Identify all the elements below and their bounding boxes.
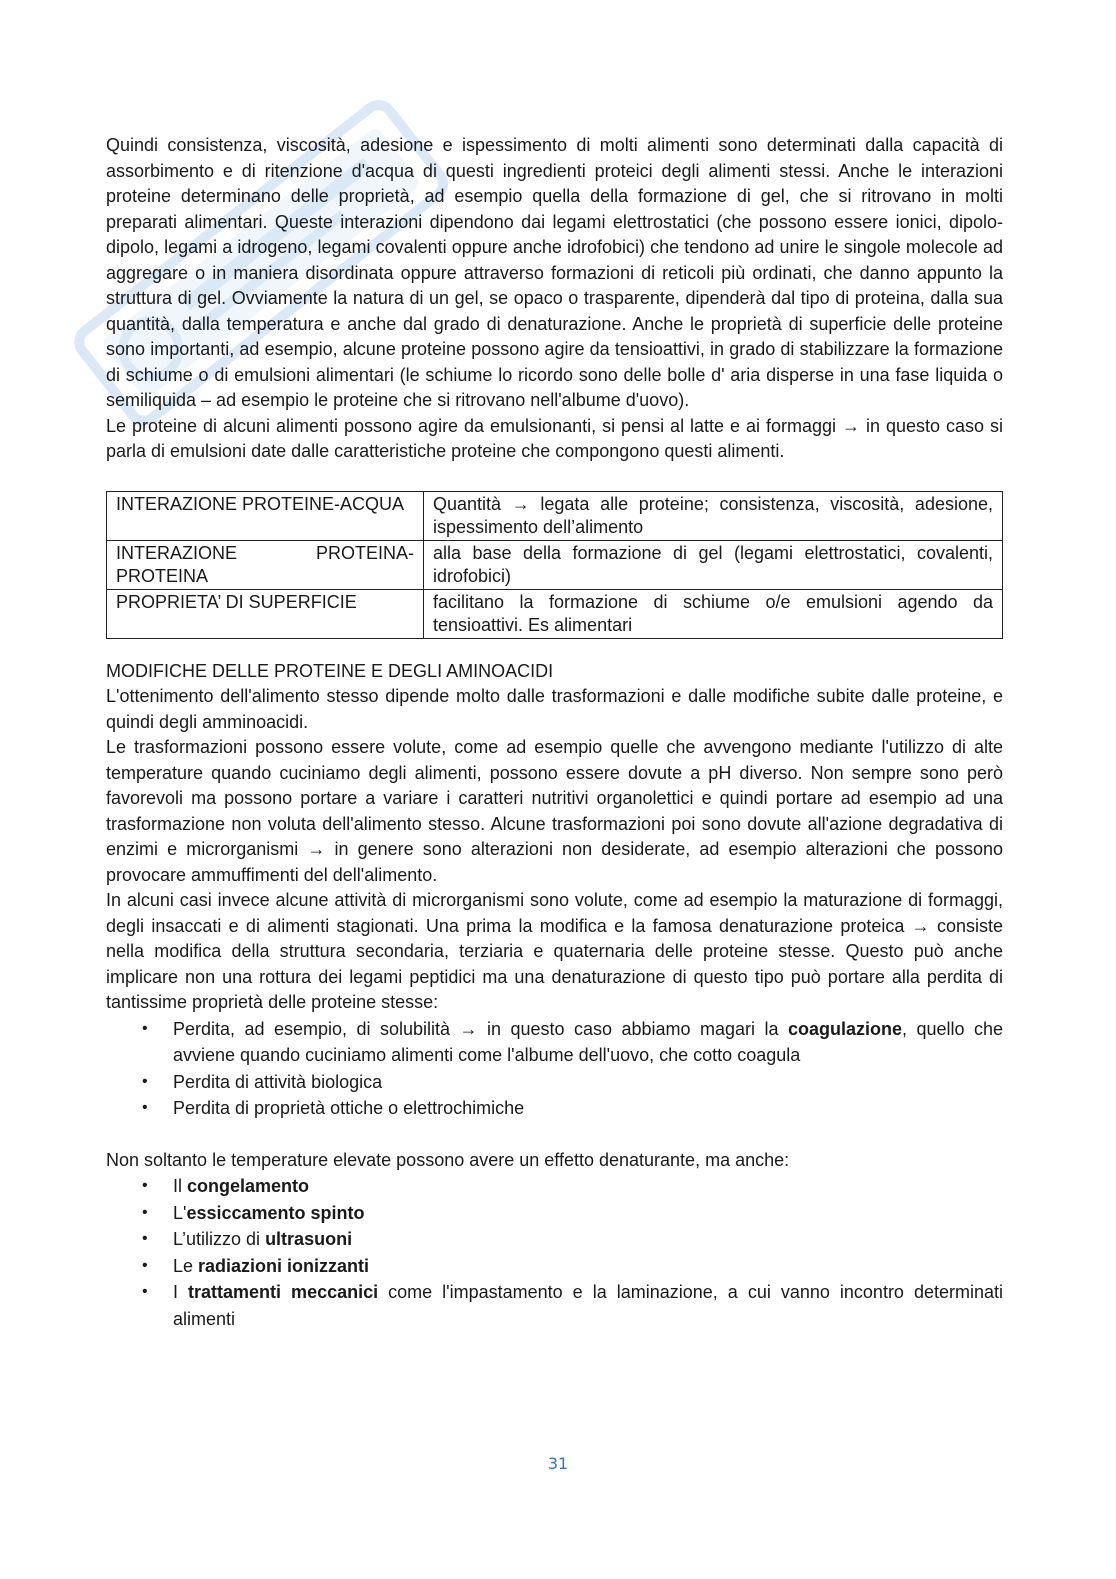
paragraph-temperature: Non soltanto le temperature elevate possono avere un effetto denaturante, ma anche: bbox=[106, 1149, 790, 1170]
bullet-icon: • bbox=[142, 1072, 148, 1090]
paragraph-microrganismi: In alcuni casi invece alcune attività di microrganismi sono volute, come ad esempio la maturazione di formaggi, degli insaccati e di alimenti stagionati. Una prima la modifica e la famosa denaturazione proteica → consiste nella modifica della struttura secondaria, terziaria e quaternaria delle proteine stesse. Questo può anche implicare non una rottura dei legami peptidici ma una denaturazione di questo tipo può portare alla perdita di tantissime proprietà delle proteine stesse: bbox=[106, 890, 1003, 1012]
bullet-icon: • bbox=[142, 1019, 148, 1037]
denaturing-agents-list bbox=[106, 1173, 1003, 1332]
table-cell-label: PROPRIETA’ DI SUPERFICIE bbox=[107, 589, 424, 638]
bullet-icon: • bbox=[142, 1256, 148, 1274]
list-item: • Perdita di attività biologica bbox=[106, 1069, 1003, 1096]
bullet-icon: • bbox=[142, 1099, 148, 1116]
list-item: • Le radiazioni ionizzanti bbox=[106, 1253, 1003, 1280]
table-row bbox=[107, 491, 1003, 540]
table-cell-description: alla base della formazione di gel (legami elettrostatici, covalenti, idrofobici) bbox=[424, 540, 1003, 589]
protein-properties-table bbox=[106, 491, 1003, 639]
paragraph-trasformazioni: Le trasformazioni possono essere volute, come ad esempio quelle che avvengono mediante l'utilizzo di alte temperature quando cuciniamo degli alimenti, possono essere dovute a pH diverso. Non sempre sono però favorevoli ma possono portare a variare i caratteri nutritivi organolettici e quindi portare ad esempio ad una trasformazione non voluta dell'alimento stesso. Alcune trasformazioni poi sono dovute all'azione degradativa di enzimi e microrganismi → in genere sono alterazioni non desiderate, ad esempio alterazioni che possono provocare ammuffimenti del dell'alimento. bbox=[106, 737, 1003, 885]
paragraph-consistenza: Quindi consistenza, viscosità, adesione e ispessimento di molti alimenti sono determinati dalla capacità di assorbimento e di ritenzione d'acqua di questi ingredienti proteici degli alimenti stessi. Anche le interazioni proteine determinano delle proprietà, ad esempio quella della formazione di gel, che si ritrovano in molti preparati alimentari. Queste interazioni dipendono dai legami elettrostatici (che possono essere ionici, dipolo-dipolo, legami a idrogeno, legami covalenti oppure anche idrofobici) che tendono ad unire le singole molecole ad aggregare o in maniera disordinata oppure attraverso formazioni di reticoli più ordinati, che danno appunto la struttura di gel. Ovviamente la natura di un gel, se opaco o trasparente, dipenderà dal tipo di proteina, dalla sua quantità, dalla temperatura e anche dal grado di denaturazione. Anche le proprietà di superficie delle proteine sono importanti, ad esempio, alcune proteine possono agire da tensioattivi, in grado di stabilizzare la formazione di schiume o di emulsioni alimentari (le schiume lo ricordo sono delle bolle d' aria disperse in una fase liquida o semiliquida – ad esempio le proteine che si ritrovano nell'albume d'uovo). bbox=[106, 135, 1003, 410]
section-heading: MODIFICHE DELLE PROTEINE E DEGLI AMINOACIDI bbox=[106, 660, 554, 681]
bullet-icon: • bbox=[142, 1283, 148, 1300]
list-item: • L'essiccamento spinto bbox=[106, 1200, 1003, 1227]
list-item: • Perdita di proprietà ottiche o elettrochimiche bbox=[106, 1095, 1003, 1122]
list-item: • Il congelamento bbox=[106, 1173, 1003, 1200]
table-row bbox=[107, 589, 1003, 638]
paragraph-emulsionanti: Le proteine di alcuni alimenti possono agire da emulsionanti, si pensi al latte e ai formaggi → in questo caso si parla di emulsioni date dalle caratteristiche proteine che compongono questi alimenti. bbox=[106, 415, 1003, 461]
table-cell-description: facilitano la formazione di schiume o/e emulsioni agendo da tensioattivi. Es alimentari bbox=[424, 589, 1003, 638]
page-content bbox=[106, 133, 1003, 1332]
denaturation-effects-list bbox=[106, 1016, 1003, 1122]
bullet-icon: • bbox=[142, 1203, 148, 1221]
bullet-icon: • bbox=[142, 1177, 148, 1194]
table-cell-label: INTERAZIONE PROTEINA-PROTEINA bbox=[107, 540, 424, 589]
bullet-icon: • bbox=[142, 1230, 148, 1247]
paragraph-ottenimento: L'ottenimento dell'alimento stesso dipende molto dalle trasformazioni e dalle modifiche subite dalle proteine, e quindi degli amminoacidi. bbox=[106, 686, 1003, 732]
list-item: • Perdita, ad esempio, di solubilità → in questo caso abbiamo magari la coagulazione, quello che avviene quando cuciniamo alimenti come l'albume dell'uovo, che cotto coagula bbox=[106, 1016, 1003, 1069]
page-number: 31 bbox=[547, 1454, 569, 1473]
table-row bbox=[107, 540, 1003, 589]
list-item: • L’utilizzo di ultrasuoni bbox=[106, 1226, 1003, 1253]
table-cell-description: Quantità → legata alle proteine; consistenza, viscosità, adesione, ispessimento dell’alimento bbox=[424, 491, 1003, 540]
list-item: • I trattamenti meccanici come l'impastamento e la laminazione, a cui vanno incontro determinati alimenti bbox=[106, 1279, 1003, 1332]
table-cell-label: INTERAZIONE PROTEINE-ACQUA bbox=[107, 491, 424, 540]
